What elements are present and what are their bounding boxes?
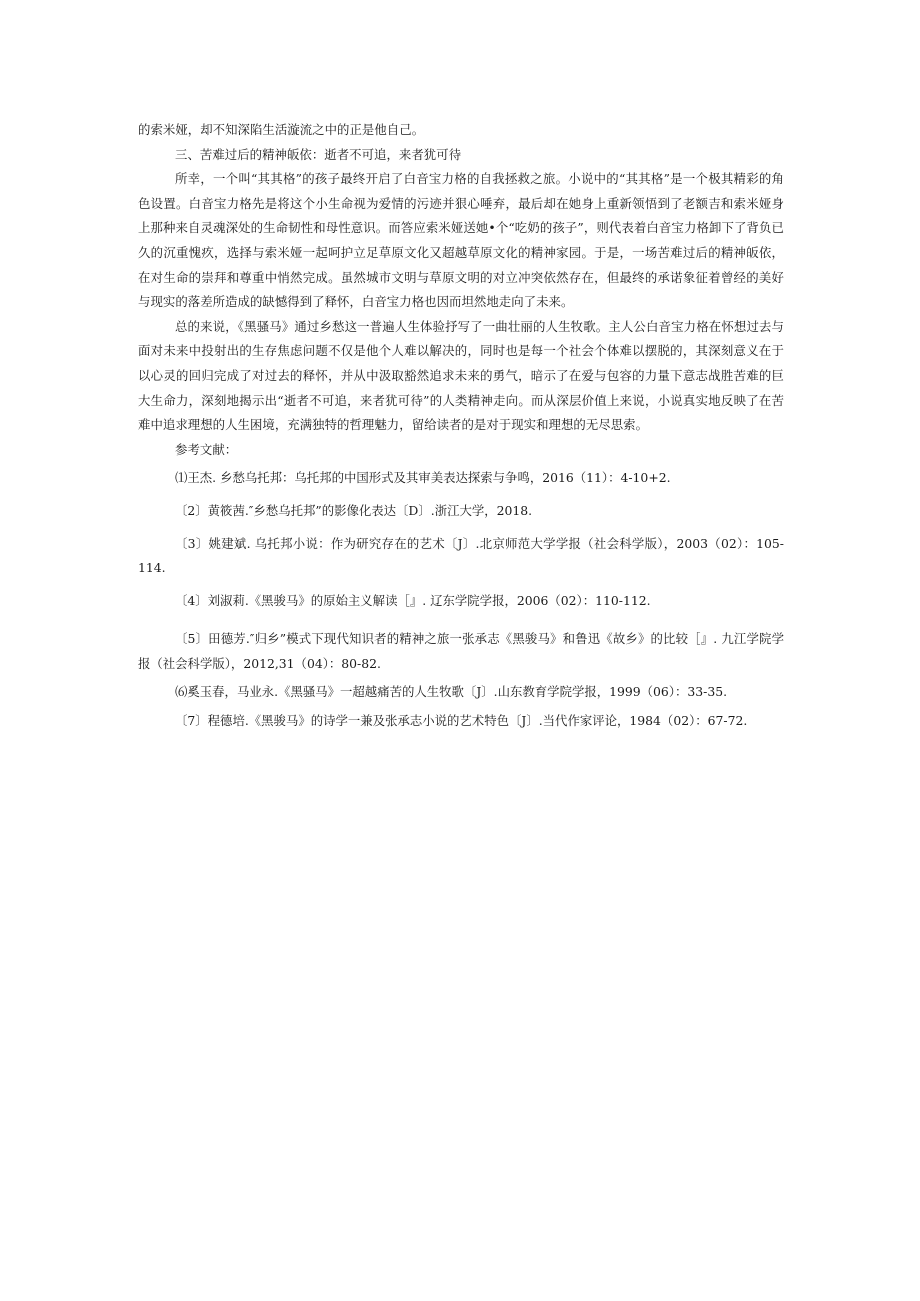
reference-item: 〔7〕程德培.《黑骏马》的诗学一兼及张承志小说的艺术特色〔J〕.当代作家评论，1984（02）：67-72. [175,713,748,729]
references-heading: 参考文献： [175,441,238,457]
document-body [138,118,784,734]
section-heading: 三、苦难过后的精神皈依：逝者不可追，来者犹可待 [175,146,462,162]
paragraph: 所幸，一个叫“其其格”的孩子最终开启了白音宝力格的自我拯救之旅。小说中的“其其格”是一个极其精彩的角色设置。白音宝力格先是将这个小生命视为爱情的污迹并狠心唾弃，最后却在她身上重新领悟到了老额吉和索米娅身上那种来自灵魂深处的生命韧性和母性意识。而答应索米娅送她•个“吃奶的孩子”，则代表着白音宝力格卸下了背负已久的沉重愧疚，选择与索米娅一起呵护立足草原文化又超越草原文化的精神家园。于是，一场苦难过后的精神皈依，在对生命的崇拜和尊重中悄然完成。虽然城市文明与草原文明的对立冲突依然存在，但最终的承诺象征着曾经的美好与现实的落差所造成的缺憾得到了释怀，白音宝力格也因而坦然地走向了未来。 [138,171,784,310]
paragraph-continuation: 的索米娅，却不知深陷生活漩流之中的正是他自己。 [138,122,425,137]
reference-item: 〔5〕田德芳.″归乡”模式下现代知识者的精神之旅一张承志《黑骏马》和鲁迅《故乡》的比较［』. 九江学院学报（社会科学版），2012,31（04）：80-82. [138,631,784,671]
reference-item: ⑴王杰. 乡愁乌托邦：乌托邦的中国形式及其审美表达探索与争鸣，2016（11）：4-10+2. [175,470,671,486]
reference-item: 〔3〕姚建斌. 乌托邦小说：作为研究存在的艺术〔J〕.北京师范大学学报（社会科学版），2003（02）：105-114. [138,535,784,576]
reference-list [138,466,784,733]
paragraph: 总的来说，《黑骚马》通过乡愁这一普遍人生体验抒写了一曲壮丽的人生牧歌。主人公白音宝力格在怀想过去与面对未来中投射出的生存焦虑问题不仅是他个人难以解决的，同时也是每一个社会个体难以摆脱的，其深刻意义在于以心灵的回归完成了对过去的释怀，并从中汲取豁然追求未来的勇气，暗示了在爱与包容的力量下意志战胜苦难的巨大生命力，深刻地揭示出“逝者不可追，来者犹可待”的人类精神走向。而从深层价值上来说，小说真实地反映了在苦难中追求理想的人生困境，充满独特的哲理魅力，留给读者的是对于现实和理想的无尽思索。 [138,318,784,433]
reference-item: 〔4〕刘淑莉.《黑骏马》的原始主义解读［』. 辽东学院学报，2006（02）：110-112. [175,592,651,608]
reference-item: ⑹奚玉春，马业永.《黑骚马》一超越痛苦的人生牧歌〔J〕.山东教育学院学报，1999（06）：33-35. [175,684,728,700]
reference-item: 〔2〕黄筱茜.″乡愁乌托邦”的影像化表达〔D〕.浙江大学，2018. [175,502,533,518]
